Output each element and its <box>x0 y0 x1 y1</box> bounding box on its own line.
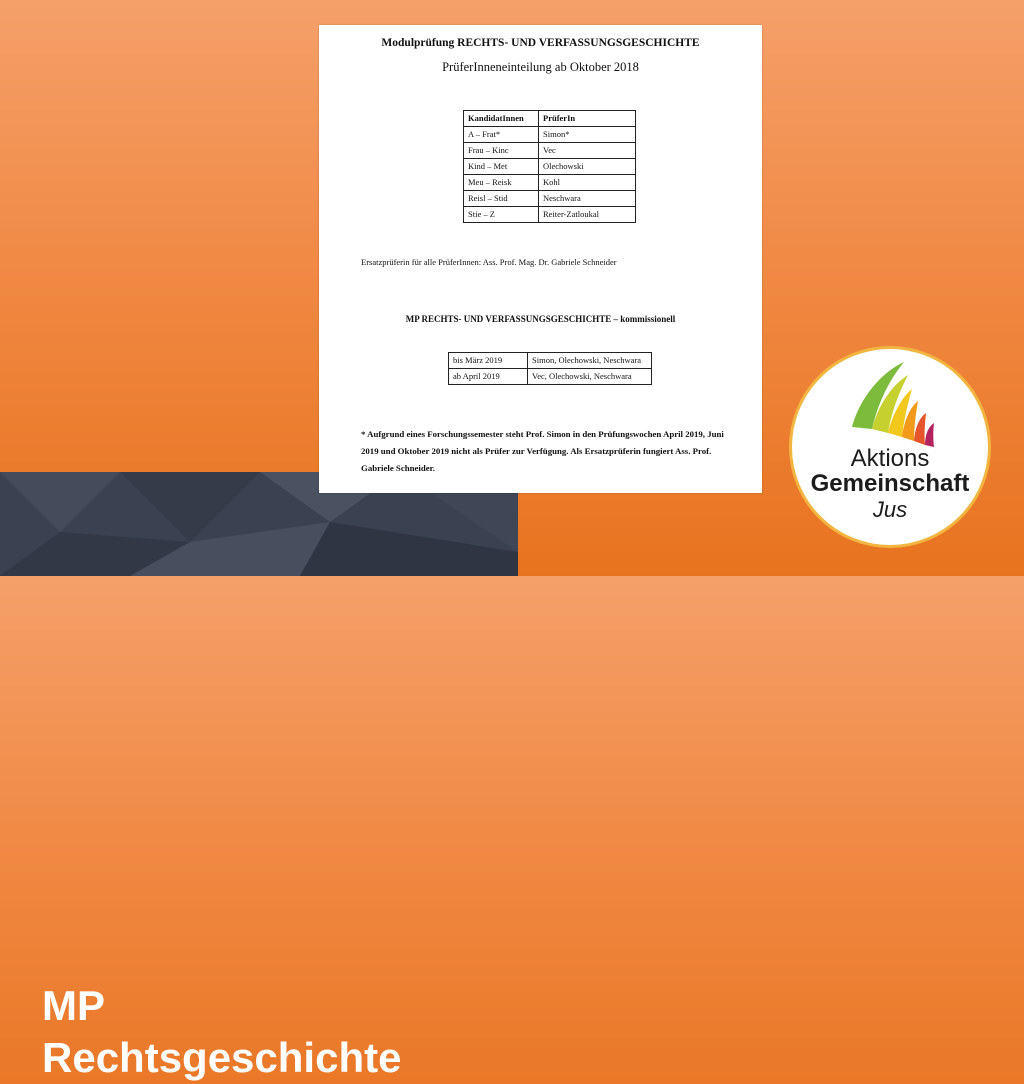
document-heading: Modulprüfung RECHTS- UND VERFASSUNGSGESCHICHTE <box>381 37 700 49</box>
table-cell: Vec <box>539 143 636 159</box>
table-row <box>464 175 636 191</box>
footnote: * Aufgrund eines Forschungssemester steht Prof. Simon in den Prüfungswochen April 2019, Juni 2019 und Oktober 2019 nicht als Prüfer zur Verfügung. Als Ersatzprüferin fungiert Ass. Prof. Gabriele Schneider. <box>361 429 724 473</box>
table-cell: Stie – Z <box>464 207 539 223</box>
commission-heading: MP RECHTS- UND VERFASSUNGSGESCHICHTE – kommissionell <box>405 314 676 324</box>
table-cell: Kohl <box>539 175 636 191</box>
logo-flame-icon <box>842 357 942 447</box>
table-row <box>449 369 652 385</box>
table-cell: Vec, Olechowski, Neschwara <box>528 369 652 385</box>
table-cell: Olechowski <box>539 159 636 175</box>
commission-table <box>448 352 652 385</box>
table-row <box>464 207 636 223</box>
replacement-examiner-note: Ersatzprüferin für alle PrüferInnen: Ass. Prof. Mag. Dr. Gabriele Schneider <box>361 257 617 267</box>
logo-text-aktions: Aktions <box>850 445 930 472</box>
table-cell: Frau – Kinc <box>464 143 539 159</box>
table-cell: Meu – Reisk <box>464 175 539 191</box>
table-cell: Neschwara <box>539 191 636 207</box>
document-page <box>319 25 762 493</box>
table-cell: Kind – Met <box>464 159 539 175</box>
table-cell: Reiter-Zatloukal <box>539 207 636 223</box>
table-cell: ab April 2019 <box>449 369 528 385</box>
table-row <box>464 191 636 207</box>
table-cell: bis März 2019 <box>449 353 528 369</box>
table-row <box>464 159 636 175</box>
document-subheading: PrüferInneneinteilung ab Oktober 2018 <box>442 60 639 74</box>
table-row <box>464 127 636 143</box>
table-header-row <box>464 111 636 127</box>
logo-text-gemeinschaft: Gemeinschaft <box>810 470 970 497</box>
table-row <box>449 353 652 369</box>
logo-text-jus: Jus <box>872 497 908 522</box>
column-header: PrüferIn <box>539 111 636 127</box>
aktionsgemeinschaft-logo <box>789 346 991 548</box>
column-header: KandidatInnen <box>464 111 539 127</box>
table-cell: Simon* <box>539 127 636 143</box>
examiner-table <box>463 110 636 223</box>
slide-title: MP Rechtsgeschichte <box>42 982 402 1081</box>
table-cell: A – Frat* <box>464 127 539 143</box>
table-row <box>464 143 636 159</box>
table-cell: Simon, Olechowski, Neschwara <box>528 353 652 369</box>
table-cell: Reisl – Stid <box>464 191 539 207</box>
